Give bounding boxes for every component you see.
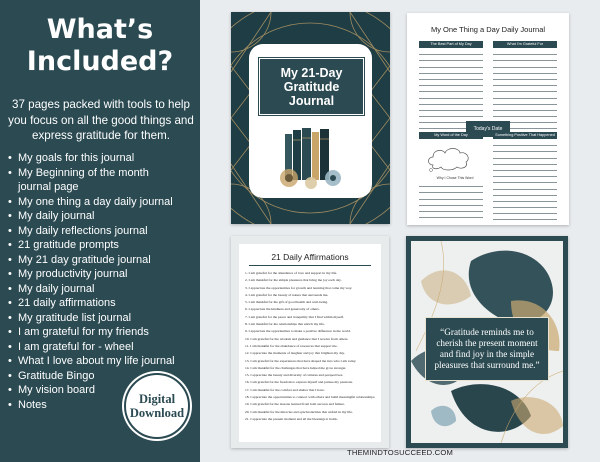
- list-item: • Gratitude Bingo: [8, 369, 176, 384]
- grateful-lines: [493, 49, 557, 129]
- list-item: • My daily reflections journal: [8, 224, 176, 239]
- list-item: 21. I appreciate the present moment and all the blessings it holds.: [245, 416, 338, 421]
- website-url: THEMINDTOSUCCEED.COM: [347, 448, 453, 457]
- gratitude-quote: “Gratitude reminds me to cherish the present moment and find joy in the simple pleasures that surround me.”: [425, 317, 549, 381]
- digital-download-badge: Digital Download: [124, 373, 190, 439]
- list-item: 5. I am thankful for the gift of good health and well-being.: [245, 300, 329, 305]
- list-item: • My gratitude list journal: [8, 311, 176, 326]
- affirmations-sheet: [239, 244, 381, 442]
- list-item: 9. I appreciate the opportunities to make a positive difference in the world.: [245, 329, 351, 334]
- list-item: 7. I am grateful for the peace and tranquility that I find within myself.: [245, 314, 344, 319]
- why-word-label: Why I Chose This Word: [436, 176, 474, 180]
- list-item: • My goals for this journal: [8, 151, 176, 166]
- list-item: • My daily journal: [8, 209, 176, 224]
- cover-page-preview: [231, 12, 390, 224]
- grateful-for-header: What I'm Grateful For: [493, 41, 557, 48]
- affirmations-list: [245, 270, 377, 423]
- intro-text: 37 pages packed with tools to help you focus on all the good things and express gratitude for them.: [8, 98, 194, 142]
- list-item: • My Beginning of the month journal page: [8, 166, 176, 195]
- quote-page-preview: [406, 236, 568, 448]
- page-title: What’s Included?: [26, 14, 174, 77]
- list-item: • Notes: [8, 398, 176, 413]
- list-item: 8. I am thankful for the relationships that enrich my life.: [245, 322, 325, 327]
- list-item: 18. I appreciate the opportunities to connect with others and build meaningful relationships.: [245, 395, 376, 400]
- title-divider: [249, 265, 371, 266]
- thought-cloud-icon: [425, 143, 475, 173]
- list-item: • 21 daily affirmations: [8, 296, 176, 311]
- list-item: 12. I appreciate the moments of laughter and joy that brighten my day.: [245, 351, 345, 356]
- list-item: 15. I appreciate the beauty and diversity of cultures and perspectives.: [245, 373, 344, 378]
- positive-header: Something Positive That Happened: [493, 132, 557, 139]
- list-item: 3. I appreciate the opportunities for growth and learning that come my way.: [245, 285, 353, 290]
- list-item: • What I love about my life journal: [8, 354, 176, 369]
- list-item: • My vision board: [8, 383, 176, 398]
- list-item: 6. I appreciate the kindness and generosity of others.: [245, 307, 320, 312]
- list-item: 11. I am thankful for the abundance of resources that support me.: [245, 343, 338, 348]
- list-item: 1. I am grateful for the abundance of love and support in my life.: [245, 271, 338, 275]
- journal-page-title: My One Thing a Day Daily Journal: [430, 25, 546, 34]
- list-item: 16. I am grateful for the freedom to express myself and pursue my passions.: [245, 380, 353, 385]
- positive-lines: [493, 140, 557, 220]
- list-item: • My one thing a day daily journal: [8, 195, 176, 210]
- today-date-box: Today's Date: [466, 121, 510, 137]
- list-item: 4. I am grateful for the beauty of nature that surrounds me.: [245, 292, 329, 297]
- sidebar-panel: [0, 0, 200, 462]
- best-part-lines: [419, 49, 483, 129]
- word-of-day-header: My Word of the Day: [419, 132, 483, 139]
- why-word-lines: [419, 181, 483, 218]
- daily-journal-page-preview: [407, 13, 569, 225]
- list-item: 2. I am thankful for the simple pleasures that bring me joy each day.: [245, 278, 342, 283]
- list-item: • My daily journal: [8, 282, 176, 297]
- list-item: • My productivity journal: [8, 267, 176, 282]
- list-item: • I am grateful for - wheel: [8, 340, 176, 355]
- list-item: 10. I am grateful for the wisdom and guidance that I receive from others.: [245, 336, 349, 341]
- list-item: • My 21 day gratitude journal: [8, 253, 176, 268]
- list-item: • I am grateful for my friends: [8, 325, 176, 340]
- list-item: 19. I am grateful for the lessons learned from both success and failure.: [245, 402, 345, 407]
- best-part-header: The Best Part of My Day: [419, 41, 483, 48]
- list-item: 14. I am thankful for the challenges that have helped me grow stronger.: [245, 365, 347, 370]
- affirmations-title: 21 Daily Affirmations: [271, 252, 349, 262]
- list-item: 17. I am thankful for the comfort and shelter that I have.: [245, 387, 325, 392]
- list-item: 20. I am thankful for the miracles and synchronicities that unfold in my life.: [245, 409, 353, 414]
- list-item: • 21 gratitude prompts: [8, 238, 176, 253]
- affirmations-page-preview: [231, 236, 389, 448]
- list-item: 13. I am grateful for the experiences that have shaped me into who I am today.: [245, 358, 357, 363]
- cover-title: My 21-Day Gratitude Journal: [259, 58, 364, 115]
